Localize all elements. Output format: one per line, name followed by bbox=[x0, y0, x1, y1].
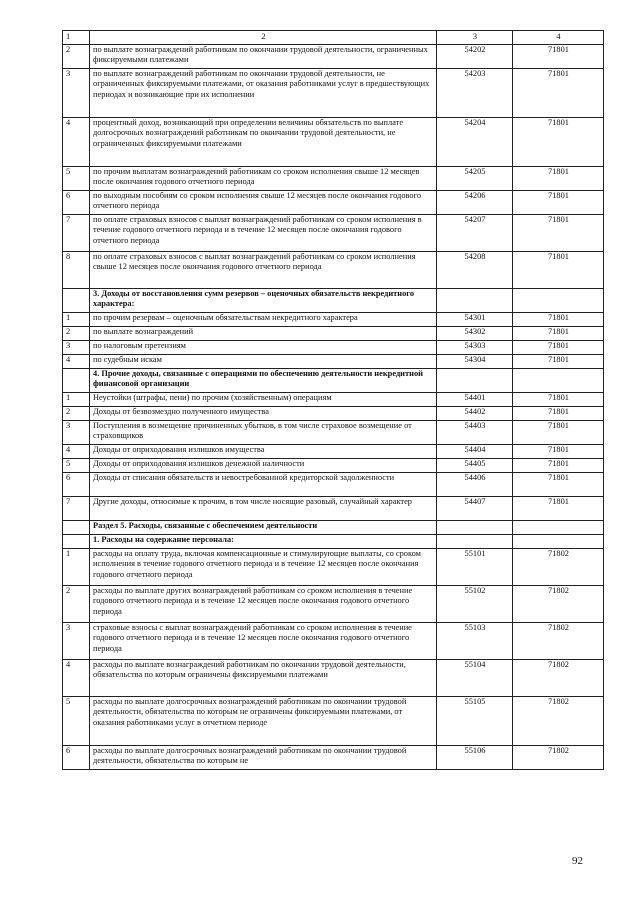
table-row bbox=[63, 45, 604, 69]
row-number-cell: 4 bbox=[63, 355, 90, 369]
row-number-cell bbox=[63, 369, 90, 393]
row-description-cell: Доходы от оприходования излишков денежной наличности bbox=[90, 459, 437, 473]
table-row bbox=[63, 623, 604, 660]
row-account-cell: 71801 bbox=[513, 118, 604, 167]
row-number-cell bbox=[63, 521, 90, 535]
table-row bbox=[63, 341, 604, 355]
row-number-cell: 1 bbox=[63, 393, 90, 407]
table-row bbox=[63, 473, 604, 497]
row-description-cell: расходы по выплате долгосрочных вознаграждений работникам по окончании трудовой деятельности, обязательства по которым не bbox=[90, 746, 437, 770]
row-account-cell: 71801 bbox=[513, 473, 604, 497]
table-header-row bbox=[63, 31, 604, 45]
row-account-cell: 71801 bbox=[513, 252, 604, 289]
row-number-cell: 5 bbox=[63, 459, 90, 473]
row-symbol-code-cell: 54205 bbox=[437, 167, 513, 191]
table-row bbox=[63, 327, 604, 341]
table-row bbox=[63, 660, 604, 697]
row-number-cell: 3 bbox=[63, 421, 90, 445]
row-account-cell: 71801 bbox=[513, 355, 604, 369]
row-description-cell: Доходы от безвозмездно полученного имущества bbox=[90, 407, 437, 421]
header-col-1: 1 bbox=[63, 31, 90, 45]
row-account-cell: 71802 bbox=[513, 660, 604, 697]
row-number-cell: 2 bbox=[63, 586, 90, 623]
table-row bbox=[63, 167, 604, 191]
page-number: 92 bbox=[572, 855, 583, 867]
row-description-cell: 4. Прочие доходы, связанные с операциями по обеспечению деятельности некредитной финансовой организации bbox=[90, 369, 437, 393]
row-number-cell: 4 bbox=[63, 118, 90, 167]
table-row bbox=[63, 118, 604, 167]
row-description-cell: по прочим резервам – оценочным обязательствам некредитного характера bbox=[90, 313, 437, 327]
row-number-cell: 7 bbox=[63, 215, 90, 252]
row-symbol-code-cell bbox=[437, 521, 513, 535]
section-heading-row bbox=[63, 289, 604, 313]
table-row bbox=[63, 746, 604, 770]
row-symbol-code-cell: 54401 bbox=[437, 393, 513, 407]
row-number-cell: 3 bbox=[63, 623, 90, 660]
row-number-cell: 7 bbox=[63, 497, 90, 521]
row-account-cell bbox=[513, 289, 604, 313]
table-row bbox=[63, 459, 604, 473]
row-number-cell: 6 bbox=[63, 473, 90, 497]
header-col-4: 4 bbox=[513, 31, 604, 45]
row-description-cell: по выплате вознаграждений bbox=[90, 327, 437, 341]
row-description-cell: по налоговым претензиям bbox=[90, 341, 437, 355]
row-description-cell: Раздел 5. Расходы, связанные с обеспечением деятельности bbox=[90, 521, 437, 535]
row-number-cell: 2 bbox=[63, 407, 90, 421]
table-row bbox=[63, 549, 604, 586]
table-row bbox=[63, 421, 604, 445]
row-account-cell: 71801 bbox=[513, 327, 604, 341]
table-row bbox=[63, 697, 604, 746]
table-row bbox=[63, 355, 604, 369]
row-symbol-code-cell: 54402 bbox=[437, 407, 513, 421]
row-description-cell: по прочим выплатам вознаграждений работникам со сроком исполнения свыше 12 месяцев после окончания годового отчетного периода bbox=[90, 167, 437, 191]
row-symbol-code-cell: 54404 bbox=[437, 445, 513, 459]
table-row bbox=[63, 586, 604, 623]
header-col-2: 2 bbox=[90, 31, 437, 45]
table-row bbox=[63, 191, 604, 215]
row-symbol-code-cell: 54208 bbox=[437, 252, 513, 289]
row-account-cell: 71801 bbox=[513, 421, 604, 445]
row-symbol-code-cell: 55104 bbox=[437, 660, 513, 697]
table-row bbox=[63, 393, 604, 407]
row-symbol-code-cell: 54406 bbox=[437, 473, 513, 497]
row-account-cell bbox=[513, 535, 604, 549]
row-description-cell: Другие доходы, относимые к прочим, в том числе носящие разовый, случайный характер bbox=[90, 497, 437, 521]
row-account-cell: 71802 bbox=[513, 623, 604, 660]
accounts-table-body bbox=[63, 31, 604, 770]
row-account-cell: 71801 bbox=[513, 45, 604, 69]
table-row bbox=[63, 215, 604, 252]
row-description-cell: по судебным искам bbox=[90, 355, 437, 369]
row-account-cell: 71801 bbox=[513, 407, 604, 421]
row-description-cell: по оплате страховых взносов с выплат вознаграждений работникам со сроком исполнения в течение годового отчетного периода и в течение 12 месяцев после окончания годового отчетного периода bbox=[90, 215, 437, 252]
table-row bbox=[63, 407, 604, 421]
row-account-cell: 71802 bbox=[513, 586, 604, 623]
row-account-cell: 71802 bbox=[513, 549, 604, 586]
table-row bbox=[63, 252, 604, 289]
section-heading-row bbox=[63, 369, 604, 393]
row-number-cell: 8 bbox=[63, 252, 90, 289]
row-symbol-code-cell bbox=[437, 369, 513, 393]
row-description-cell: по выходным пособиям со сроком исполнения свыше 12 месяцев после окончания годового отчетного периода bbox=[90, 191, 437, 215]
row-account-cell: 71801 bbox=[513, 459, 604, 473]
row-symbol-code-cell: 54303 bbox=[437, 341, 513, 355]
row-account-cell: 71801 bbox=[513, 341, 604, 355]
row-account-cell: 71802 bbox=[513, 697, 604, 746]
row-description-cell: по выплате вознаграждений работникам по окончании трудовой деятельности, ограниченных фиксируемыми платежами bbox=[90, 45, 437, 69]
row-symbol-code-cell: 55103 bbox=[437, 623, 513, 660]
row-number-cell: 2 bbox=[63, 327, 90, 341]
section-heading-row bbox=[63, 535, 604, 549]
row-symbol-code-cell: 54407 bbox=[437, 497, 513, 521]
row-description-cell: расходы по выплате долгосрочных вознаграждений работникам по окончании трудовой деятельности, обязательства по которым не ограничены фиксируемыми платежами, от оказания работниками услуг в отчетном периоде bbox=[90, 697, 437, 746]
row-description-cell: 3. Доходы от восстановления сумм резервов – оценочных обязательств некредитного характера: bbox=[90, 289, 437, 313]
row-symbol-code-cell: 54301 bbox=[437, 313, 513, 327]
row-symbol-code-cell: 54405 bbox=[437, 459, 513, 473]
row-description-cell: расходы по выплате вознаграждений работникам по окончании трудовой деятельности, обязательства по которым ограничены фиксируемыми платежами bbox=[90, 660, 437, 697]
row-symbol-code-cell: 54204 bbox=[437, 118, 513, 167]
row-symbol-code-cell: 54207 bbox=[437, 215, 513, 252]
row-number-cell bbox=[63, 289, 90, 313]
row-account-cell: 71801 bbox=[513, 445, 604, 459]
row-symbol-code-cell: 54304 bbox=[437, 355, 513, 369]
row-account-cell: 71802 bbox=[513, 746, 604, 770]
row-symbol-code-cell: 55105 bbox=[437, 697, 513, 746]
row-account-cell: 71801 bbox=[513, 393, 604, 407]
row-symbol-code-cell: 54203 bbox=[437, 69, 513, 118]
row-number-cell: 3 bbox=[63, 341, 90, 355]
row-account-cell: 71801 bbox=[513, 215, 604, 252]
row-symbol-code-cell: 55106 bbox=[437, 746, 513, 770]
row-number-cell: 1 bbox=[63, 549, 90, 586]
row-description-cell: Поступления в возмещение причиненных убытков, в том числе страховое возмещение от страховщиков bbox=[90, 421, 437, 445]
row-symbol-code-cell: 54302 bbox=[437, 327, 513, 341]
accounts-table bbox=[62, 30, 604, 770]
row-description-cell: страховые взносы с выплат вознаграждений работникам со сроком исполнения в течение годового отчетного периода и в течение 12 месяцев после окончания годового отчетного периода bbox=[90, 623, 437, 660]
row-description-cell: процентный доход, возникающий при определении величины обязательств по выплате долгосрочных вознаграждений работникам по окончании трудовой деятельности, не ограниченных фиксируемыми платежами bbox=[90, 118, 437, 167]
table-row bbox=[63, 69, 604, 118]
header-col-3: 3 bbox=[437, 31, 513, 45]
row-symbol-code-cell: 54206 bbox=[437, 191, 513, 215]
row-number-cell: 6 bbox=[63, 191, 90, 215]
row-account-cell: 71801 bbox=[513, 497, 604, 521]
row-account-cell bbox=[513, 369, 604, 393]
row-description-cell: Доходы от списания обязательств и невостребованной кредиторской задолженности bbox=[90, 473, 437, 497]
row-account-cell: 71801 bbox=[513, 167, 604, 191]
row-number-cell: 2 bbox=[63, 45, 90, 69]
row-description-cell: расходы по выплате других вознаграждений работникам со сроком исполнения в течение годового отчетного периода и в течение 12 месяцев после окончания годового отчетного периода bbox=[90, 586, 437, 623]
row-description-cell: Доходы от оприходования излишков имущества bbox=[90, 445, 437, 459]
table-row bbox=[63, 313, 604, 327]
row-description-cell: по оплате страховых взносов с выплат вознаграждений работникам со сроком исполнения свыше 12 месяцев после окончания годового отчетного периода bbox=[90, 252, 437, 289]
section-heading-row bbox=[63, 521, 604, 535]
row-description-cell: 1. Расходы на содержание персонала: bbox=[90, 535, 437, 549]
row-description-cell: расходы на оплату труда, включая компенсационные и стимулирующие выплаты, со сроком исполнения в течение годового отчетного периода и в течение 12 месяцев после окончания годового отчетного периода bbox=[90, 549, 437, 586]
row-account-cell bbox=[513, 521, 604, 535]
row-description-cell: Неустойки (штрафы, пени) по прочим (хозяйственным) операциям bbox=[90, 393, 437, 407]
row-symbol-code-cell bbox=[437, 289, 513, 313]
table-row bbox=[63, 445, 604, 459]
row-number-cell: 5 bbox=[63, 697, 90, 746]
row-number-cell: 4 bbox=[63, 660, 90, 697]
row-number-cell: 6 bbox=[63, 746, 90, 770]
row-symbol-code-cell bbox=[437, 535, 513, 549]
row-number-cell: 1 bbox=[63, 313, 90, 327]
row-symbol-code-cell: 55102 bbox=[437, 586, 513, 623]
row-number-cell bbox=[63, 535, 90, 549]
row-number-cell: 3 bbox=[63, 69, 90, 118]
table-row bbox=[63, 497, 604, 521]
row-symbol-code-cell: 54202 bbox=[437, 45, 513, 69]
row-account-cell: 71801 bbox=[513, 69, 604, 118]
row-symbol-code-cell: 55101 bbox=[437, 549, 513, 586]
row-number-cell: 4 bbox=[63, 445, 90, 459]
row-symbol-code-cell: 54403 bbox=[437, 421, 513, 445]
row-account-cell: 71801 bbox=[513, 191, 604, 215]
row-account-cell: 71801 bbox=[513, 313, 604, 327]
row-number-cell: 5 bbox=[63, 167, 90, 191]
row-description-cell: по выплате вознаграждений работникам по окончании трудовой деятельности, не ограниченных фиксируемыми платежами, от оказания работниками услуг в предшествующих периодах и возникающие при их исполнении bbox=[90, 69, 437, 118]
